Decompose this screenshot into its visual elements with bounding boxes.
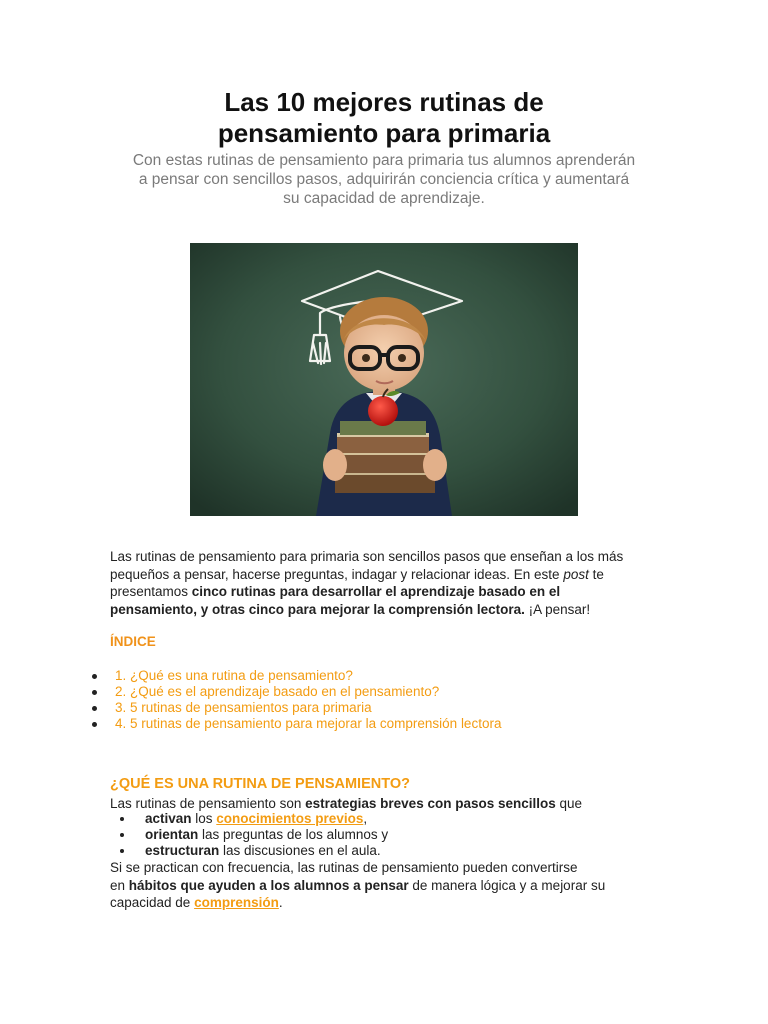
bullet-icon <box>92 722 97 727</box>
subtitle-line-3: su capacidad de aprendizaje. <box>283 190 485 207</box>
intro-bold: cinco rutinas para desarrollar el aprendizaje basado en el <box>191 584 561 599</box>
section-line: Si se practican con frecuencia, las rutinas de pensamiento pueden convertirse <box>110 860 578 875</box>
section-text: . <box>278 895 283 910</box>
section-text: Las rutinas de pensamiento son <box>110 796 306 811</box>
comprension-link[interactable]: comprensión <box>194 895 279 910</box>
section-bold: orientan <box>145 827 199 842</box>
subtitle <box>100 151 668 208</box>
subtitle-line-1: Con estas rutinas de pensamiento para primaria tus alumnos aprenderán <box>132 152 636 169</box>
toc-link-text[interactable]: 4. 5 rutinas de pensamiento para mejorar la comprensión lectora <box>115 716 502 731</box>
list-item <box>120 811 388 827</box>
child-graduate-photo-icon <box>190 243 578 516</box>
section-paragraph-2 <box>110 859 670 912</box>
section-text: que <box>555 796 583 811</box>
intro-line-1: Las rutinas de pensamiento para primaria son sencillos pasos que enseñan a los más <box>110 549 624 564</box>
toc-link-2[interactable] <box>92 684 501 700</box>
intro-line-3 <box>110 583 670 601</box>
intro-line-4 <box>110 601 670 619</box>
section-text: de manera lógica y a mejorar su <box>408 877 606 893</box>
section-bold: estructuran <box>145 843 220 858</box>
intro-emphasis: post <box>563 566 589 582</box>
index-heading: ÍNDICE <box>110 634 156 649</box>
bullet-icon <box>120 849 124 853</box>
section-text: , <box>363 811 368 826</box>
section-paragraph-1 <box>110 795 670 813</box>
toc-link-text[interactable]: 1. ¿Qué es una rutina de pensamiento? <box>115 668 353 683</box>
list-item <box>120 827 388 843</box>
bullet-icon <box>92 706 97 711</box>
intro-bold: pensamiento, y otras cinco para mejorar la comprensión lectora. <box>110 601 525 617</box>
section-line <box>110 877 670 895</box>
section-text: las discusiones en el aula. <box>219 843 381 858</box>
intro-paragraph <box>110 548 670 618</box>
toc-link-text[interactable]: 3. 5 rutinas de pensamientos para primaria <box>115 700 372 715</box>
section-line <box>110 894 670 912</box>
toc-link-4[interactable] <box>92 716 501 732</box>
toc-link-3[interactable] <box>92 700 501 716</box>
section-bullet-list <box>120 811 388 859</box>
conocimientos-previos-link[interactable]: conocimientos previos <box>216 811 364 826</box>
section-bold: estrategias breves con pasos sencillos <box>305 796 556 811</box>
intro-text: presentamos <box>110 584 192 599</box>
toc-link-1[interactable] <box>92 668 501 684</box>
intro-text: pequeños a pensar, hacerse preguntas, indagar y relacionar ideas. En este <box>110 566 564 582</box>
bullet-icon <box>92 674 97 679</box>
section-bold: activan <box>145 811 192 826</box>
bullet-icon <box>92 690 97 695</box>
section-text: las preguntas de los alumnos y <box>198 827 389 842</box>
section-bold: hábitos que ayuden a los alumnos a pensar <box>128 877 409 893</box>
section-text: en <box>110 877 129 893</box>
title-line-2: pensamiento para primaria <box>217 118 551 148</box>
subtitle-line-2: a pensar con sencillos pasos, adquirirán conciencia crítica y aumentará <box>138 171 630 188</box>
bullet-icon <box>120 833 124 837</box>
section-text: capacidad de <box>110 895 195 910</box>
title-line-1: Las 10 mejores rutinas de <box>224 87 544 117</box>
section-text: los <box>191 811 217 826</box>
intro-line-2 <box>110 566 670 584</box>
section-line <box>110 795 670 813</box>
list-item <box>120 843 388 859</box>
toc-link-text[interactable]: 2. ¿Qué es el aprendizaje basado en el pensamiento? <box>115 684 440 699</box>
hero-image <box>190 243 578 516</box>
bullet-icon <box>120 817 124 821</box>
table-of-contents <box>92 668 501 732</box>
page-title <box>0 87 768 149</box>
intro-text: ¡A pensar! <box>524 601 591 617</box>
section-heading: ¿QUÉ ES UNA RUTINA DE PENSAMIENTO? <box>110 776 410 792</box>
intro-text: te <box>588 566 604 582</box>
